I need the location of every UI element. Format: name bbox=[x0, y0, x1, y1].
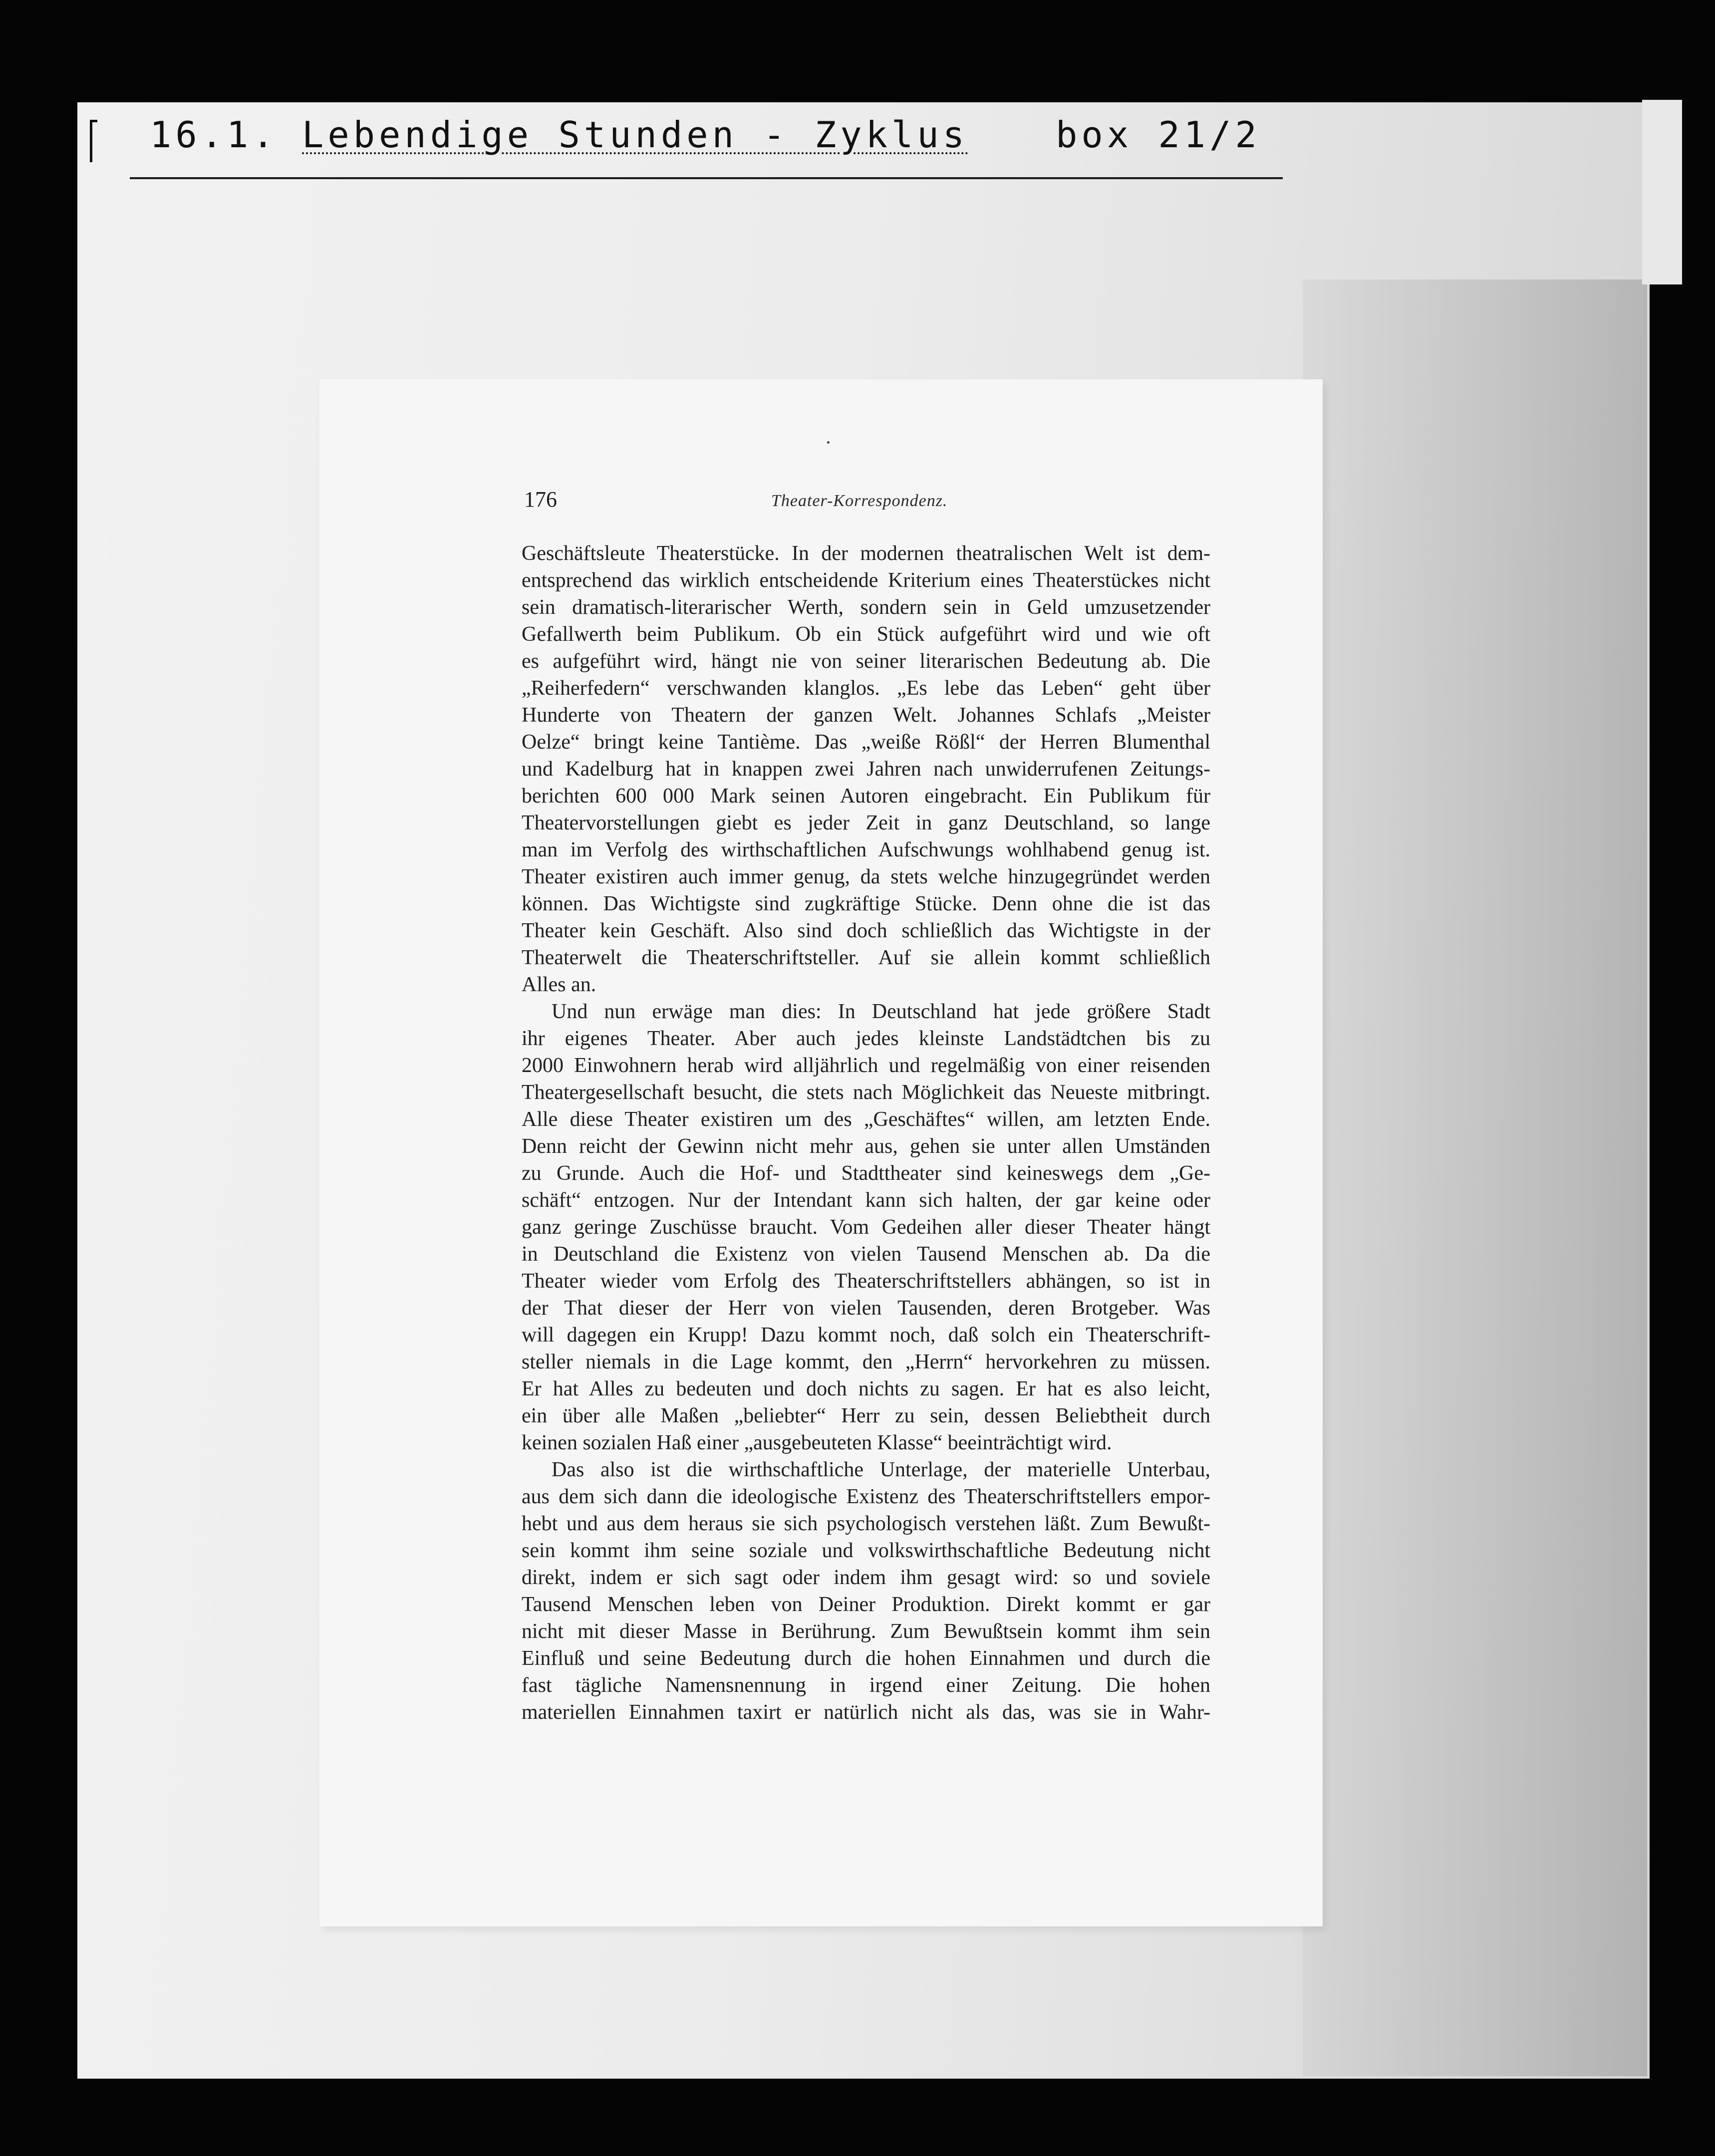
text-line: ganz geringe Zuschüsse braucht. Vom Gedeihen aller dieser Theater hängt bbox=[522, 1216, 1210, 1239]
text-line: Er hat Alles zu bedeuten und doch nichts zu sagen. Er hat es also leicht, bbox=[522, 1377, 1210, 1400]
text-line: materiellen Einnahmen taxirt er natürlich nicht als das, was sie in Wahr- bbox=[522, 1701, 1210, 1724]
text-line: entsprechend das wirklich entscheidende Kriterium eines Theaterstückes nicht bbox=[522, 569, 1210, 592]
sheet-edge-strip bbox=[1642, 100, 1682, 284]
text-line: es aufgeführt wird, hängt nie von seiner literarischen Bedeutung ab. Die bbox=[522, 650, 1210, 673]
text-line: Theatergesellschaft besucht, die stets nach Möglichkeit das Neueste mitbringt. bbox=[522, 1081, 1210, 1104]
text-line: Hunderte von Theatern der ganzen Welt. Johannes Schlafs „Meister bbox=[522, 704, 1210, 727]
sheet-shadow bbox=[1303, 279, 1647, 2076]
text-line: „Reiherfedern“ verschwanden klanglos. „Es lebe das Leben“ geht über bbox=[522, 677, 1210, 700]
text-line: nicht mit dieser Masse in Berührung. Zum Bewußtsein kommt ihm sein bbox=[522, 1620, 1210, 1643]
page-number: 176 bbox=[524, 487, 557, 512]
text-line: Theatervorstellungen giebt es jeder Zeit in ganz Deutschland, so lange bbox=[522, 811, 1210, 834]
text-line: und Kadelburg hat in knappen zwei Jahren nach unwiderrufenen Zeitungs- bbox=[522, 758, 1210, 781]
text-line: der That dieser der Herr von vielen Tausenden, deren Brotgeber. Was bbox=[522, 1297, 1210, 1320]
text-line: sein dramatisch-literarischer Werth, sondern sein in Geld umzusetzender bbox=[522, 596, 1210, 619]
text-line: direkt, indem er sich sagt oder indem ihm gesagt wird: so und soviele bbox=[522, 1566, 1210, 1589]
text-line: will dagegen ein Krupp! Dazu kommt noch, daß solch ein Theaterschrift- bbox=[522, 1324, 1210, 1347]
text-line: Das also ist die wirthschaftliche Unterlage, der materielle Unterbau, bbox=[552, 1458, 1210, 1481]
text-line: Gefallwerth beim Publikum. Ob ein Stück aufgeführt wird und wie oft bbox=[522, 623, 1210, 646]
text-line: Denn reicht der Gewinn nicht mehr aus, gehen sie unter allen Umständen bbox=[522, 1135, 1210, 1158]
text-line: in Deutschland die Existenz von vielen Tausend Menschen ab. Da die bbox=[522, 1243, 1210, 1266]
text-line: sein kommt ihm seine soziale und volkswirthschaftliche Bedeutung nicht bbox=[522, 1539, 1210, 1562]
speck-mark bbox=[827, 441, 830, 444]
text-line: Theaterwelt die Theaterschriftsteller. Auf sie allein kommt schließlich bbox=[522, 946, 1210, 969]
corner-bracket bbox=[90, 120, 97, 162]
text-line: ein über alle Maßen „beliebter“ Herr zu sein, dessen Beliebtheit durch bbox=[522, 1404, 1210, 1427]
text-line: Theater existiren auch immer genug, da stets welche hinzugegründet werden bbox=[522, 865, 1210, 888]
text-line: Theater kein Geschäft. Also sind doch schließlich das Wichtigste in der bbox=[522, 919, 1210, 942]
text-line: steller niemals in die Lage kommt, den „Herrn“ hervorkehren zu müssen. bbox=[522, 1350, 1210, 1373]
folder-number: 16.1. bbox=[150, 114, 278, 156]
article-body bbox=[522, 540, 1210, 1726]
text-line: Alle diese Theater existiren um des „Geschäftes“ willen, am letzten Ende. bbox=[522, 1108, 1210, 1131]
text-line: aus dem sich dann die ideologische Existenz des Theaterschriftstellers empor- bbox=[522, 1485, 1210, 1508]
text-line: schäft“ entzogen. Nur der Intendant kann sich halten, der gar keine oder bbox=[522, 1189, 1210, 1212]
text-line: hebt und aus dem heraus sie sich psychologisch verstehen läßt. Zum Bewußt- bbox=[522, 1512, 1210, 1535]
running-head: Theater-Korrespondenz. bbox=[771, 492, 948, 510]
text-line: können. Das Wichtigste sind zugkräftige Stücke. Denn ohne die ist das bbox=[522, 892, 1210, 915]
text-line: ihr eigenes Theater. Aber auch jedes kleinste Landstädtchen bis zu bbox=[522, 1027, 1210, 1050]
text-line: Alles an. bbox=[522, 973, 596, 996]
text-line: Tausend Menschen leben von Deiner Produktion. Direkt kommt er gar bbox=[522, 1593, 1210, 1616]
text-line: 2000 Einwohnern herab wird alljährlich und regelmäßig von einer reisenden bbox=[522, 1054, 1210, 1077]
folder-title: Lebendige Stunden - Zyklus bbox=[302, 114, 969, 156]
text-line: Oelze“ bringt keine Tantième. Das „weiße Rößl“ der Herren Blumenthal bbox=[522, 731, 1210, 754]
box-label: box 21/2 bbox=[1056, 114, 1261, 156]
text-line: Einfluß und seine Bedeutung durch die hohen Einnahmen und durch die bbox=[522, 1647, 1210, 1670]
text-line: man im Verfolg des wirthschaftlichen Aufschwungs wohlhabend genug ist. bbox=[522, 838, 1210, 861]
text-line: zu Grunde. Auch die Hof- und Stadttheater sind keineswegs dem „Ge- bbox=[522, 1162, 1210, 1185]
text-line: Geschäftsleute Theaterstücke. In der modernen theatralischen Welt ist dem- bbox=[522, 542, 1210, 565]
text-line: keinen sozialen Haß einer „ausgebeuteten Klasse“ beeinträchtigt wird. bbox=[522, 1431, 1112, 1454]
text-line: Und nun erwäge man dies: In Deutschland hat jede größere Stadt bbox=[552, 1000, 1210, 1023]
header-rule bbox=[130, 177, 1283, 179]
text-line: fast tägliche Namensnennung in irgend einer Zeitung. Die hohen bbox=[522, 1674, 1210, 1697]
text-line: berichten 600 000 Mark seinen Autoren eingebracht. Ein Publikum für bbox=[522, 785, 1210, 808]
text-line: Theater wieder vom Erfolg des Theaterschriftstellers abhängen, so ist in bbox=[522, 1270, 1210, 1293]
